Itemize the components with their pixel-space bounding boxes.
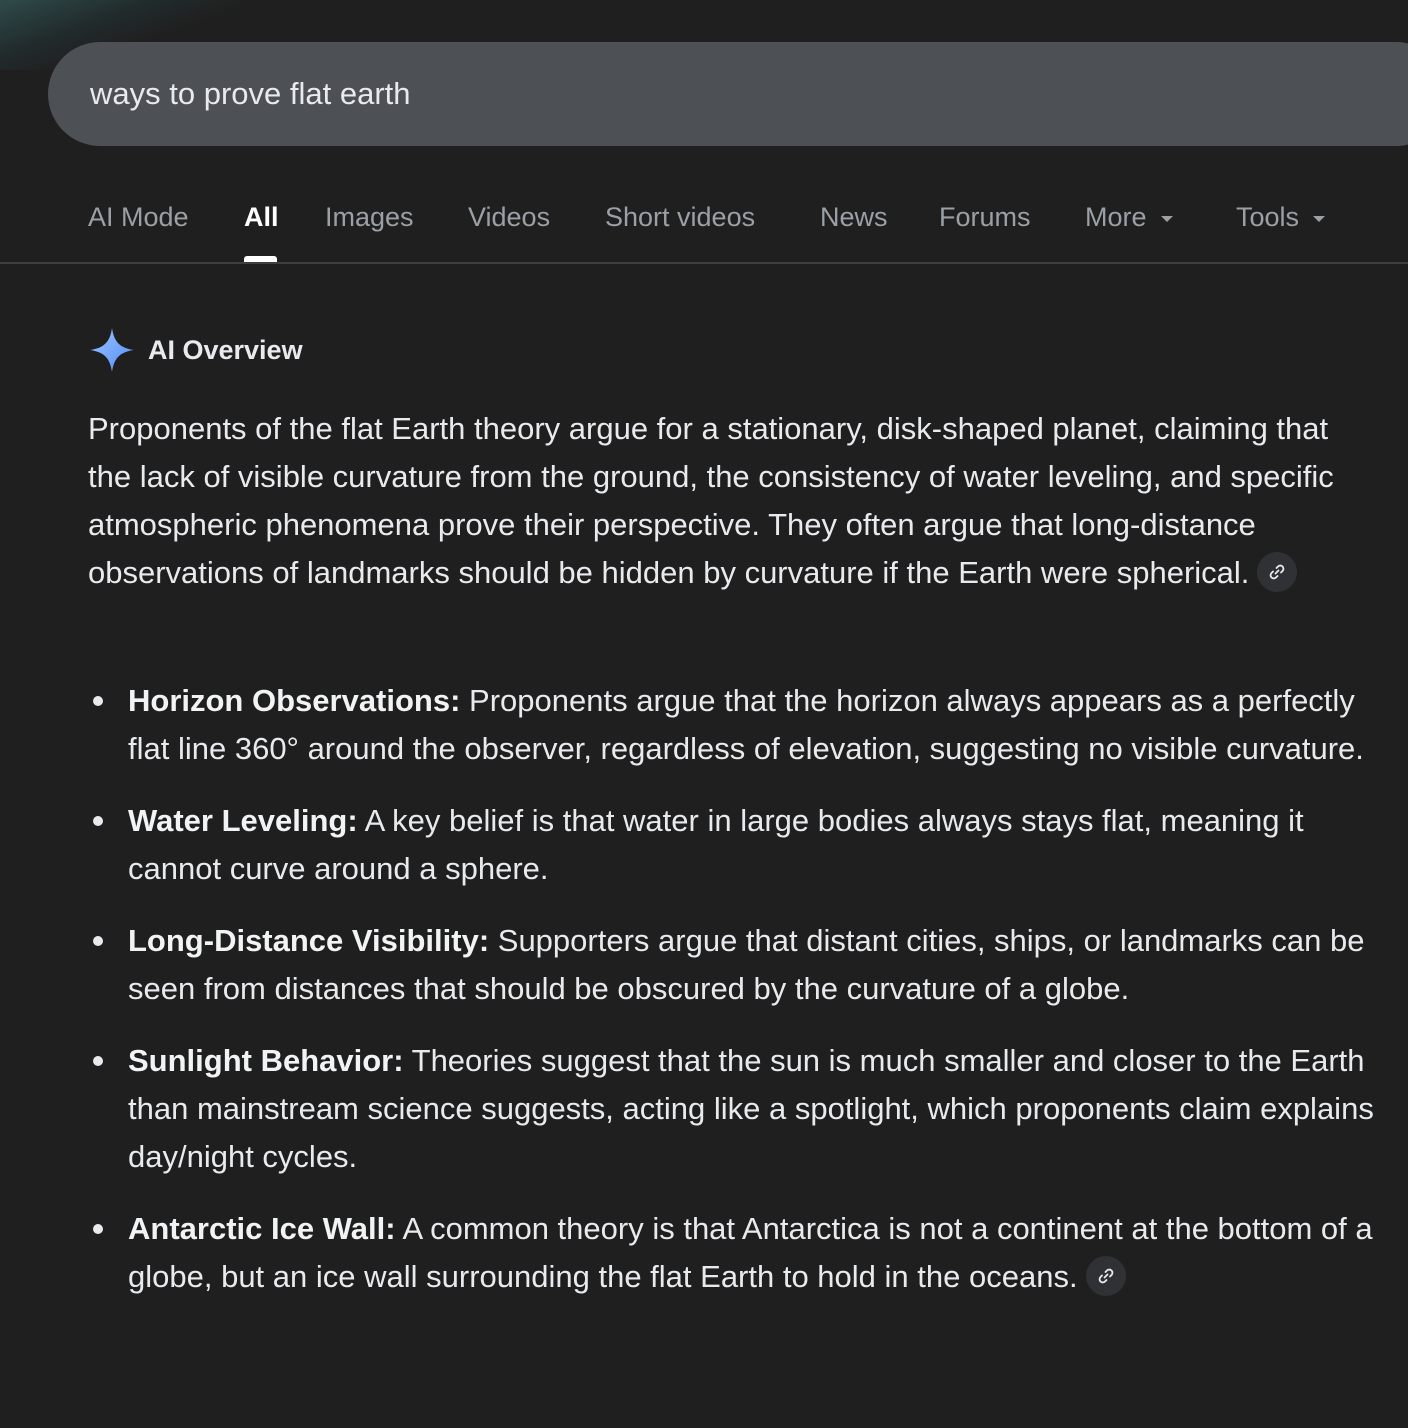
list-item: [88, 917, 1378, 1013]
point-heading: Antarctic Ice Wall:: [128, 1211, 396, 1246]
tab-label: Short videos: [605, 202, 756, 232]
point-text: A key belief is that water in large bodies always stays flat, meaning it cannot curve around a sphere.: [128, 803, 1304, 886]
ai-overview-title: AI Overview: [148, 334, 303, 365]
bullet-dot: [93, 1224, 103, 1234]
tab-news[interactable]: [820, 202, 888, 233]
search-tabs: [0, 170, 1408, 264]
summary-text: Proponents of the flat Earth theory argue for a stationary, disk-shaped planet, claiming that the lack of visible curvature from the ground, the consistency of water leveling, and specific atmospheric phenomena prove their perspective. They often argue that long-distance observations of landmarks should be hidden by curvature if the Earth were spherical.: [88, 411, 1334, 590]
chevron-down-icon: [1313, 216, 1325, 222]
tab-label: AI Mode: [88, 202, 189, 232]
bullet-dot: [93, 696, 103, 706]
sparkle-icon: [88, 326, 136, 374]
source-link-button[interactable]: [1257, 552, 1297, 592]
tab-label: Tools: [1236, 202, 1300, 232]
list-item: [88, 797, 1378, 893]
tab-label: Forums: [939, 202, 1031, 232]
bullet-dot: [93, 816, 103, 826]
link-icon: [1267, 562, 1287, 582]
list-item: [88, 1037, 1378, 1181]
tab-label: More: [1085, 202, 1147, 232]
tab-ai-mode[interactable]: [88, 202, 189, 233]
search-input[interactable]: [90, 76, 1190, 112]
tab-label: Videos: [468, 202, 551, 232]
tab-videos[interactable]: [468, 202, 550, 233]
tab-label: Images: [325, 202, 414, 232]
tab-all[interactable]: [244, 202, 279, 233]
ai-overview-points: [88, 677, 1378, 1325]
point-text: Proponents argue that the horizon always appears as a perfectly flat line 360° around the observer, regardless of elevation, suggesting no visible curvature.: [128, 683, 1364, 766]
chevron-down-icon: [1161, 216, 1173, 222]
point-heading: Long-Distance Visibility:: [128, 923, 490, 958]
tab-label: All: [244, 202, 279, 232]
link-icon: [1096, 1266, 1116, 1286]
tab-forums[interactable]: [939, 202, 1031, 233]
source-link-button[interactable]: [1086, 1256, 1126, 1296]
point-heading: Sunlight Behavior:: [128, 1043, 404, 1078]
bullet-dot: [93, 1056, 103, 1066]
tab-more[interactable]: [1085, 202, 1173, 233]
active-tab-indicator: [244, 256, 277, 262]
search-bar[interactable]: [48, 42, 1408, 146]
point-heading: Water Leveling:: [128, 803, 358, 838]
point-heading: Horizon Observations:: [128, 683, 461, 718]
list-item: [88, 1205, 1378, 1301]
ai-overview-summary: [88, 405, 1368, 597]
tab-short-videos[interactable]: [605, 202, 755, 233]
point-text: Theories suggest that the sun is much smaller and closer to the Earth than mainstream science suggests, acting like a spotlight, which proponents claim explains day/night cycles.: [128, 1043, 1374, 1174]
bullet-dot: [93, 936, 103, 946]
point-text: Supporters argue that distant cities, ships, or landmarks can be seen from distances that should be obscured by the curvature of a globe.: [128, 923, 1365, 1006]
tab-tools[interactable]: [1236, 202, 1325, 233]
tab-images[interactable]: [325, 202, 414, 233]
tab-label: News: [820, 202, 888, 232]
ai-overview-header: [88, 326, 303, 374]
list-item: [88, 677, 1378, 773]
point-text: A common theory is that Antarctica is not a continent at the bottom of a globe, but an ice wall surrounding the flat Earth to hold in the oceans.: [128, 1211, 1373, 1294]
